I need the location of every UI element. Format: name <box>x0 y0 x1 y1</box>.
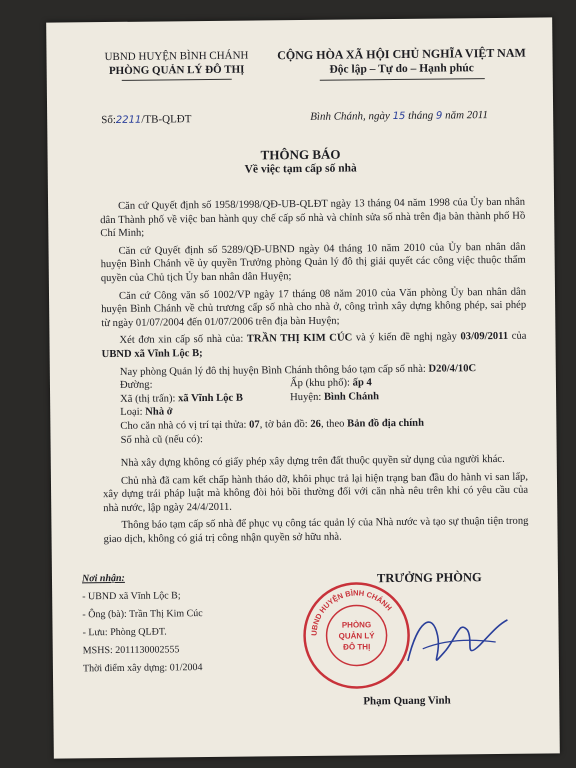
document-page <box>46 17 560 758</box>
national-motto: Độc lập – Tự do – Hạnh phúc <box>329 62 474 76</box>
old-number-line: Số nhà cũ (nếu có): <box>120 433 203 446</box>
type-line: Loại: Nhà ở <box>120 406 173 419</box>
document-title: THÔNG BÁO <box>260 146 341 163</box>
district-value: Bình Chánh <box>323 390 380 403</box>
proposal-date: 03/09/2011 <box>460 331 509 343</box>
issuer-underline <box>122 79 232 81</box>
svg-text:UBND HUYỆN BÌNH CHÁNH: UBND HUYỆN BÌNH CHÁNH <box>309 588 394 637</box>
signer-title: TRƯỞNG PHÒNG <box>376 570 482 586</box>
house-number-line: Nay phòng Quản lý đô thị huyện Bình Chánh thông báo tạm cấp số nhà: D20/4/10C <box>119 362 477 378</box>
handwritten-signature <box>397 590 518 691</box>
house-type: Nhà ở <box>145 406 173 418</box>
paragraph-application: Xét đơn xin cấp số nhà của: TRẦN THỊ KIM CÚC và ý kiến đề nghị ngày 03/09/2011 của UBND xã Vĩnh Lộc B; <box>101 331 527 361</box>
paragraph-no-permit: Nhà xây dựng không có giấy phép xây dựng trên đất thuộc quyền sử dụng của người khác. <box>120 453 505 470</box>
issuer-line-2: PHÒNG QUẢN LÝ ĐÔ THỊ <box>108 63 245 78</box>
file-code: MSHS: 2011130002555 <box>82 644 180 657</box>
street-label: Đường: <box>119 379 153 392</box>
paragraph-commitment: Chủ nhà đã cam kết chấp hành tháo dỡ, khôi phục trả lại hiện trạng ban đầu do hành vi san lấp, xây dựng trái pháp luật mà không đòi hỏi bồi thường đối với căn nhà nêu trên khi có yêu cầu của nhà nước, lập ngày 24/4/2011. <box>103 471 529 514</box>
recipient-item: - Ông (bà): Trần Thị Kim Cúc <box>82 608 203 621</box>
issuer-line-1: UBND HUYỆN BÌNH CHÁNH <box>104 49 249 64</box>
national-header <box>261 45 541 81</box>
district-label: Huyện: <box>290 391 322 403</box>
proposing-org: UBND xã Vĩnh Lộc B; <box>101 347 203 361</box>
recipient-item: - UBND xã Vĩnh Lộc B; <box>82 590 181 603</box>
svg-text:ĐÔ THỊ: ĐÔ THỊ <box>343 642 371 652</box>
national-title: CỘNG HÒA XÃ HỘI CHỦ NGHĨA VIỆT NAM <box>277 45 526 63</box>
plot-number: 07 <box>249 419 260 431</box>
paragraph-legal-basis-3: Căn cứ Công văn số 1002/VP ngày 17 tháng 08 năm 2010 của Văn phòng Ủy ban nhân dân huyện Bình Chánh về chủ trương cấp số nhà cho nhà ở, công trình xây dựng không phép, sai phép từ ngày 01/07/2004 đến 01/07/2006 trên địa bàn Huyện; <box>101 286 527 329</box>
svg-text:PHÒNG: PHÒNG <box>341 620 372 630</box>
date-month-handwritten: 9 <box>435 110 443 122</box>
construction-time: Thời điểm xây dựng: 01/2004 <box>82 662 203 675</box>
map-type: Bản đồ địa chính <box>347 417 424 430</box>
recipients-label: Nơi nhận: <box>81 572 125 585</box>
map-sheet: 26 <box>310 418 321 430</box>
date-day-handwritten: 15 <box>392 110 406 123</box>
date-month-label: tháng <box>408 109 434 122</box>
commune-label: Xã (thị trấn): <box>120 393 176 405</box>
paragraph-legal-basis-1: Căn cứ Quyết định số 1958/1998/QĐ-UB-QLĐT ngày 13 tháng 04 năm 1998 của Ủy ban nhân dân Thành phố về việc ban hành quy chế cấp số nhà và chỉnh sửa số nhà trên địa bàn thành phố Hồ Chí Minh; <box>100 196 526 240</box>
hamlet-label: Ấp (khu phố): <box>289 377 351 390</box>
so-label: Số: <box>101 113 116 127</box>
paragraph-purpose: Thông báo tạm cấp số nhà để phục vụ công tác quản lý của Nhà nước và tạo sự thuận tiện trong giao dịch, không có giá trị công nhận quyền sở hữu nhà. <box>103 516 529 546</box>
commune-value: xã Vĩnh Lộc B <box>178 392 243 405</box>
signer-name: Phạm Quang Vinh <box>363 694 451 708</box>
recipient-item: - Lưu: Phòng QLĐT. <box>82 626 167 639</box>
so-suffix: /TB-QLĐT <box>141 113 192 126</box>
plot-line: Cho căn nhà có vị trí tại thửa: 07, tờ bản đồ: 26, theo Bản đồ địa chính <box>120 417 424 432</box>
document-body <box>100 196 529 551</box>
hamlet-value: ấp 4 <box>352 377 372 389</box>
date-prefix: Bình Chánh, ngày <box>310 110 390 123</box>
svg-text:QUẢN LÝ: QUẢN LÝ <box>338 631 375 641</box>
document-date <box>310 109 488 123</box>
paragraph-legal-basis-2: Căn cứ Quyết định số 5289/QĐ-UBND ngày 04 tháng 10 năm 2010 của Ủy ban nhân dân huyện Bình Chánh về ủy quyền Trưởng phòng Quản lý đô thị giải quyết các công việc thuộc thẩm quyền của Chủ tịch Ủy ban nhân dân Huyện; <box>100 241 526 285</box>
date-year: năm 2011 <box>445 109 489 122</box>
motto-underline <box>319 78 484 81</box>
applicant-name: TRẦN THỊ KIM CÚC <box>246 332 353 345</box>
house-number: D20/4/10C <box>428 362 477 375</box>
issuer-header <box>76 48 276 81</box>
recipients-block <box>82 569 203 678</box>
document-subtitle: Về việc tạm cấp số nhà <box>244 162 357 176</box>
document-number <box>101 113 191 126</box>
so-number-handwritten: 2211 <box>115 114 142 126</box>
